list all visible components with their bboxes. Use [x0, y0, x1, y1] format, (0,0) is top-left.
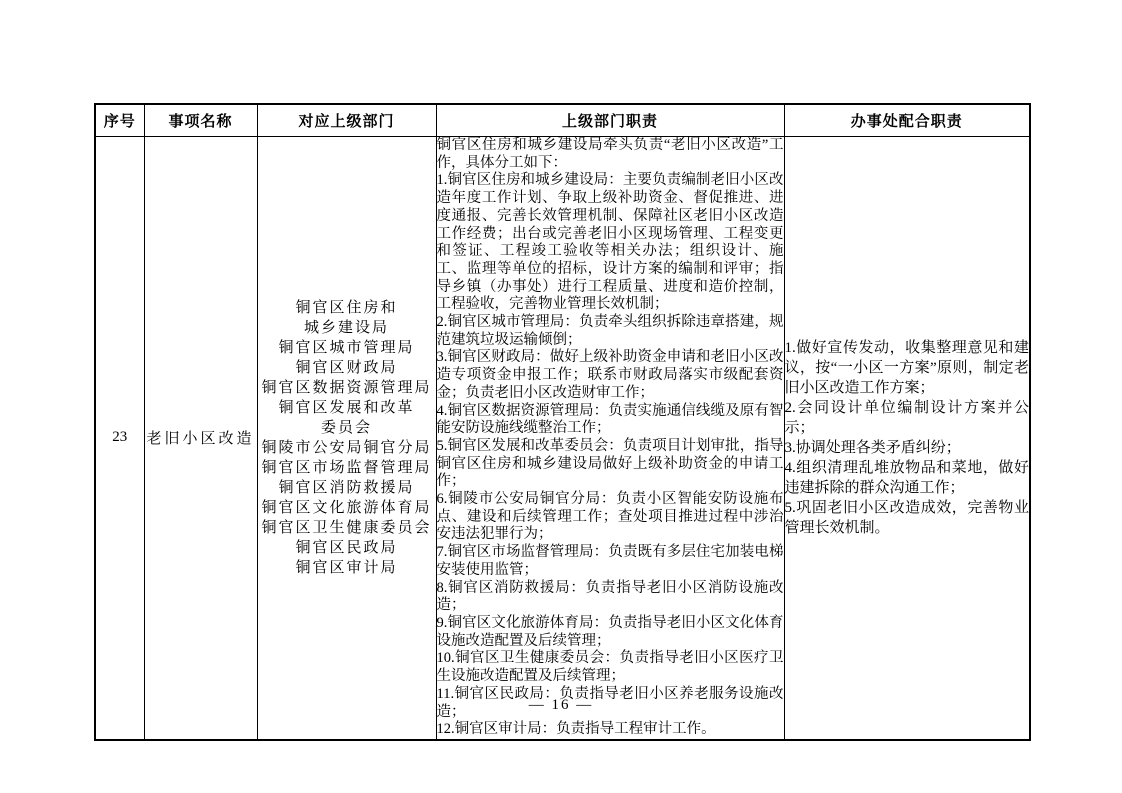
header-superior-department: 对应上级部门 [257, 104, 436, 137]
cell-office-duties [784, 137, 1030, 740]
department-line: 铜官区城市管理局 [278, 339, 415, 356]
superior-duty-item: 12.铜官区审计局：负责指导工程审计工作。 [436, 721, 716, 738]
department-line: 城乡建设局 [303, 319, 389, 336]
department-line: 铜官区文化旅游体育局 [261, 499, 432, 516]
header-serial-number: 序号 [95, 104, 144, 137]
office-duty-item: 1.做好宣传发动，收集整理意见和建议，按“一小区一方案”原则，制定老旧小区改造工作方案； [784, 339, 1029, 396]
department-line: 铜官区发展和改革 [278, 399, 415, 416]
department-line: 铜官区住房和 [295, 299, 398, 316]
table-row [95, 137, 1030, 740]
office-duty-item: 5.巩固老旧小区改造成效，完善物业管理长效机制。 [784, 499, 1029, 536]
department-line: 铜官区数据资源管理局 [261, 379, 432, 396]
department-line: 铜官区市场监督管理局 [261, 459, 432, 476]
cell-superior-duties [436, 137, 784, 740]
department-line: 铜官区审计局 [295, 559, 398, 576]
superior-duty-item: 9.铜官区文化旅游体育局：负责指导老旧小区文化体育设施改造配置及后续管理； [436, 614, 784, 649]
cell-item-name: 老旧小区改造 [144, 137, 257, 740]
responsibility-table [94, 103, 1031, 741]
superior-duty-item: 7.铜官区市场监督管理局：负责既有多层住宅加装电梯安装使用监管； [436, 544, 784, 578]
header-superior-duties: 上级部门职责 [436, 104, 784, 137]
department-line: 铜官区卫生健康委员会 [261, 519, 432, 536]
header-office-duties: 办事处配合职责 [784, 104, 1030, 137]
department-line: 铜官区民政局 [295, 539, 398, 556]
superior-duty-item: 4.铜官区数据资源管理局：负责实施通信线缆及原有智能安防设施线缆整治工作； [436, 402, 784, 437]
office-duty-item: 4.组织清理乱堆放物品和菜地，做好违建拆除的群众沟通工作； [784, 459, 1029, 496]
superior-duty-item: 5.铜官区发展和改革委员会：负责项目计划审批，指导铜官区住房和城乡建设局做好上级补助资金的申请工作； [436, 437, 784, 490]
superior-duty-item: 8.铜官区消防救援局：负责指导老旧小区消防设施改造； [436, 579, 784, 614]
superior-duty-item: 11.铜官区民政局：负责指导老旧小区养老服务设施改造； [436, 685, 784, 720]
department-line: 铜官区财政局 [295, 359, 398, 376]
department-line: 铜陵市公安局铜官分局 [261, 439, 432, 456]
superior-duty-intro: 铜官区住房和城乡建设局牵头负责“老旧小区改造”工作，具体分工如下： [436, 137, 784, 171]
office-duty-item: 3.协调处理各类矛盾纠纷； [784, 439, 961, 456]
office-duty-item: 2.会同设计单位编制设计方案并公示； [784, 399, 1029, 436]
superior-duty-item: 10.铜官区卫生健康委员会：负责指导老旧小区医疗卫生设施改造配置及后续管理； [436, 650, 784, 685]
department-line: 委员会 [320, 419, 372, 436]
superior-duty-item: 1.铜官区住房和城乡建设局：主要负责编制老旧小区改造年度工作计划、争取上级补助资金、督促推进、进度通报、完善长效管理机制、保障社区老旧小区改造工作经费；出台或完善老旧小区现场管理、工程变更和签证、工程竣工验收等相关办法；组织设计、施工、监理等单位的招标，设计方案的编制和评审；指导乡镇（办事处）进行工程质量、进度和造价控制，工程验收，完善物业管理长效机制； [436, 172, 784, 313]
table-header-row [95, 104, 1030, 137]
cell-serial-number: 23 [95, 137, 144, 740]
superior-duty-item: 6.铜陵市公安局铜官分局：负责小区智能安防设施布点、建设和后续管理工作；查处项目推进过程中涉治安违法犯罪行为； [436, 491, 784, 543]
header-item-name: 事项名称 [144, 104, 257, 137]
department-line: 铜官区消防救援局 [278, 479, 415, 496]
superior-duty-item: 2.铜官区城市管理局：负责牵头组织拆除违章搭建，规范建筑垃圾运输倾倒； [436, 314, 784, 348]
superior-duty-item: 3.铜官区财政局：做好上级补助资金申请和老旧小区改造专项资金申报工作；联系市财政局落实市级配套资金；负责老旧小区改造财审工作； [436, 349, 784, 401]
cell-superior-departments [257, 137, 436, 740]
page-number: — 16 — [528, 697, 594, 713]
